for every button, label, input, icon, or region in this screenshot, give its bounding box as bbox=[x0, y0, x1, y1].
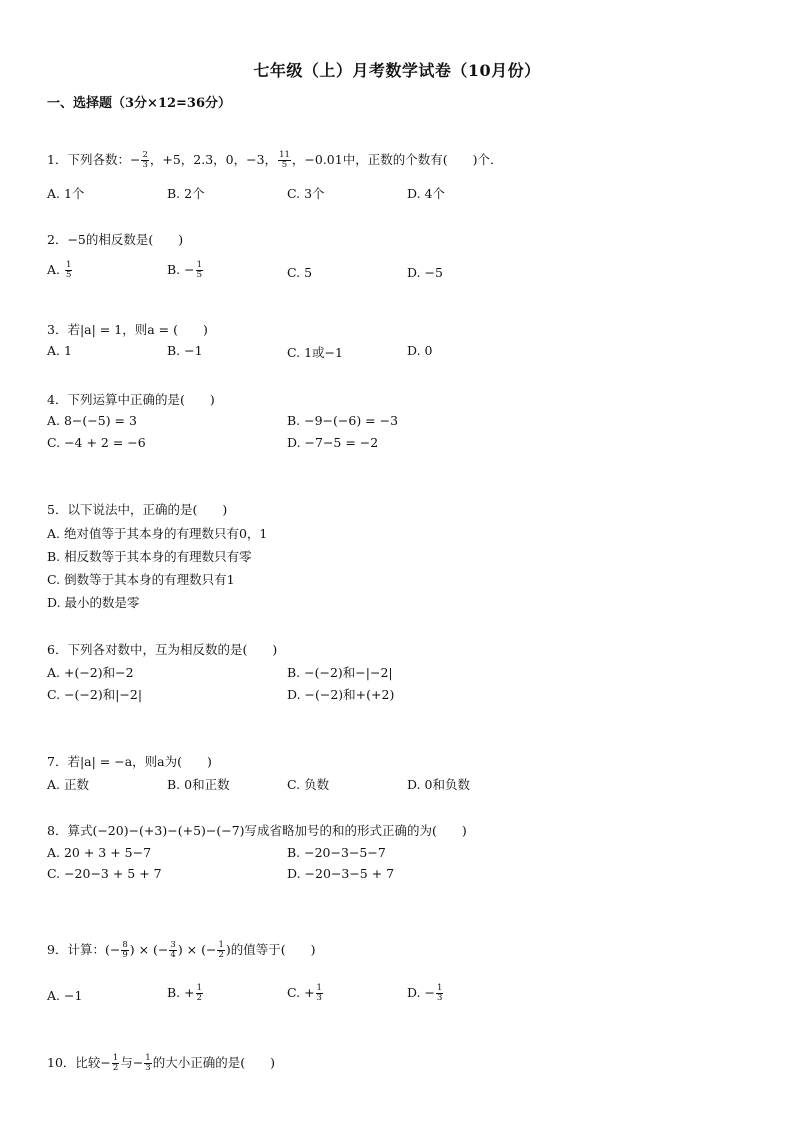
q6-options-row-1 bbox=[47, 663, 747, 681]
question-10 bbox=[47, 1053, 275, 1073]
q6-option-b[interactable]: B. −(−2)和−|−2| bbox=[287, 665, 393, 680]
q7-option-d[interactable]: D. 0和负数 bbox=[407, 777, 470, 792]
q9-stem-m2: ) × (− bbox=[177, 942, 217, 957]
q5-option-c[interactable]: C. 倒数等于其本身的有理数只有1 bbox=[47, 572, 235, 587]
q10-stem-pre: 10．比较− bbox=[47, 1055, 111, 1070]
question-7: 7．若|a| = −a，则a为( ) bbox=[47, 754, 212, 769]
q1-frac1-den: 3 bbox=[142, 160, 148, 170]
q2-optA-num: 1 bbox=[65, 260, 72, 270]
q9-option-d[interactable] bbox=[407, 984, 444, 1003]
question-5: 5．以下说法中，正确的是( ) bbox=[47, 502, 228, 517]
q8-option-b[interactable]: B. −20−3−5−7 bbox=[287, 845, 386, 860]
q10-f1-den: 2 bbox=[112, 1063, 119, 1073]
q9-optD-den: 3 bbox=[437, 993, 443, 1003]
q2-option-d[interactable]: D. −5 bbox=[407, 265, 443, 280]
q9-f1-num: 8 bbox=[122, 940, 128, 950]
q10-f1-num: 1 bbox=[112, 1053, 119, 1063]
q2-optA-prefix: A. bbox=[47, 262, 64, 277]
q9-optB-den: 2 bbox=[196, 993, 203, 1003]
q10-stem-post: 的大小正确的是( ) bbox=[152, 1055, 275, 1070]
q6-option-d[interactable]: D. −(−2)和+(+2) bbox=[287, 687, 395, 702]
q9-optC-fraction bbox=[316, 984, 323, 1003]
q6-option-a[interactable]: A. +(−2)和−2 bbox=[47, 665, 134, 680]
q2-optB-prefix: B. − bbox=[167, 262, 195, 277]
q7-option-c[interactable]: C. 负数 bbox=[287, 777, 330, 792]
q7-options bbox=[47, 775, 747, 793]
q9-f1-den: 9 bbox=[122, 950, 128, 960]
q2-options bbox=[47, 261, 747, 279]
q2-optB-num: 1 bbox=[196, 260, 203, 270]
q9-fraction-3 bbox=[217, 941, 224, 960]
q1-frac2-den: 5 bbox=[281, 160, 288, 170]
q9-option-a[interactable]: A. −1 bbox=[47, 988, 83, 1003]
q3-option-d[interactable]: D. 0 bbox=[407, 343, 433, 358]
q1-stem-post: ，−0.01中，正数的个数有( )个． bbox=[291, 152, 503, 167]
q2-option-b[interactable] bbox=[167, 261, 204, 280]
q1-option-a[interactable]: A. 1个 bbox=[47, 186, 85, 201]
q1-frac1-sign: − bbox=[129, 152, 141, 167]
q6-options-row-2 bbox=[47, 685, 747, 703]
q1-frac1-num: 2 bbox=[142, 150, 148, 160]
q7-option-b[interactable]: B. 0和正数 bbox=[167, 777, 230, 792]
q2-option-a[interactable] bbox=[47, 261, 73, 280]
q6-option-c[interactable]: C. −(−2)和|−2| bbox=[47, 687, 143, 702]
q10-fraction-1 bbox=[112, 1054, 119, 1073]
q8-options-row-2 bbox=[47, 866, 747, 884]
q5-option-a[interactable]: A. 绝对值等于其本身的有理数只有0，1 bbox=[47, 526, 268, 541]
q10-f2-num: 1 bbox=[145, 1053, 151, 1063]
question-9 bbox=[47, 940, 316, 960]
q4-option-b[interactable]: B. −9−(−6) = −3 bbox=[287, 413, 399, 428]
q1-stem-mid: ，+5，2.3，0，−3， bbox=[149, 152, 278, 167]
q9-f3-den: 2 bbox=[218, 950, 224, 960]
q10-stem-mid: 与− bbox=[120, 1055, 144, 1070]
q5-option-d[interactable]: D. 最小的数是零 bbox=[47, 595, 140, 610]
q3-options bbox=[47, 343, 747, 361]
q10-fraction-2 bbox=[144, 1054, 151, 1073]
q9-stem-pre: 9．计算：(− bbox=[47, 942, 121, 957]
q2-optA-den: 5 bbox=[65, 270, 72, 280]
q4-option-d[interactable]: D. −7−5 = −2 bbox=[287, 435, 379, 450]
q8-option-a[interactable]: A. 20 + 3 + 5−7 bbox=[47, 845, 152, 860]
q2-optA-fraction bbox=[65, 261, 72, 280]
q9-options bbox=[47, 984, 747, 1002]
q9-optD-prefix: D. − bbox=[407, 985, 435, 1000]
section-heading: 一、选择题（3分×12=36分） bbox=[47, 96, 232, 111]
q9-stem-post: )的值等于( ) bbox=[225, 942, 316, 957]
q9-optD-fraction bbox=[436, 984, 443, 1003]
q9-option-b[interactable] bbox=[167, 984, 204, 1003]
q3-option-c[interactable]: C. 1或−1 bbox=[287, 345, 343, 360]
q8-options-row-1 bbox=[47, 845, 747, 863]
q2-optB-den: 5 bbox=[196, 270, 203, 280]
q4-option-c[interactable]: C. −4 + 2 = −6 bbox=[47, 435, 146, 450]
q9-optB-prefix: B. + bbox=[167, 985, 195, 1000]
question-4: 4．下列运算中正确的是( ) bbox=[47, 392, 215, 407]
q1-options bbox=[47, 184, 747, 202]
q9-optC-den: 3 bbox=[316, 993, 322, 1003]
q9-f2-num: 3 bbox=[170, 940, 176, 950]
q1-fraction-1 bbox=[141, 151, 148, 170]
question-6: 6．下列各对数中，互为相反数的是( ) bbox=[47, 642, 278, 657]
q9-optC-num: 1 bbox=[316, 983, 322, 993]
question-2: 2．−5的相反数是( ) bbox=[47, 232, 184, 247]
q9-optD-num: 1 bbox=[437, 983, 443, 993]
q4-options-row-1 bbox=[47, 413, 747, 431]
q10-f2-den: 3 bbox=[145, 1063, 151, 1073]
q2-option-c[interactable]: C. 5 bbox=[287, 265, 313, 280]
q8-option-c[interactable]: C. −20−3 + 5 + 7 bbox=[47, 866, 162, 881]
q1-option-c[interactable]: C. 3个 bbox=[287, 186, 325, 201]
question-3: 3．若|a| = 1，则a = ( ) bbox=[47, 322, 208, 337]
q4-option-a[interactable]: A. 8−(−5) = 3 bbox=[47, 413, 137, 428]
q9-optB-fraction bbox=[196, 984, 203, 1003]
q9-optC-prefix: C. + bbox=[287, 985, 315, 1000]
q4-options-row-2 bbox=[47, 435, 747, 453]
q9-f2-den: 4 bbox=[170, 950, 176, 960]
q5-option-b[interactable]: B. 相反数等于其本身的有理数只有零 bbox=[47, 549, 252, 564]
q1-fraction-2 bbox=[278, 151, 291, 170]
q2-optB-fraction bbox=[196, 261, 203, 280]
q1-frac2-num: 11 bbox=[279, 150, 290, 160]
q3-option-a[interactable]: A. 1 bbox=[47, 343, 72, 358]
q9-optB-num: 1 bbox=[196, 983, 203, 993]
q9-option-c[interactable] bbox=[287, 984, 324, 1003]
q1-option-d[interactable]: D. 4个 bbox=[407, 186, 445, 201]
q9-fraction-2 bbox=[169, 941, 176, 960]
q9-stem-m1: ) × (− bbox=[129, 942, 169, 957]
q1-stem-pre: 1．下列各数： bbox=[47, 152, 130, 167]
q9-fraction-1 bbox=[121, 941, 128, 960]
question-8: 8．算式(−20)−(+3)−(+5)−(−7)写成省略加号的和的形式正确的为( ) bbox=[47, 823, 467, 838]
q1-option-b[interactable]: B. 2个 bbox=[167, 186, 205, 201]
exam-title: 七年级（上）月考数学试卷（10月份） bbox=[253, 61, 541, 80]
q8-option-d[interactable]: D. −20−3−5 + 7 bbox=[287, 866, 395, 881]
q3-option-b[interactable]: B. −1 bbox=[167, 343, 203, 358]
question-1 bbox=[47, 150, 502, 170]
q9-f3-num: 1 bbox=[218, 940, 224, 950]
q7-option-a[interactable]: A. 正数 bbox=[47, 777, 89, 792]
